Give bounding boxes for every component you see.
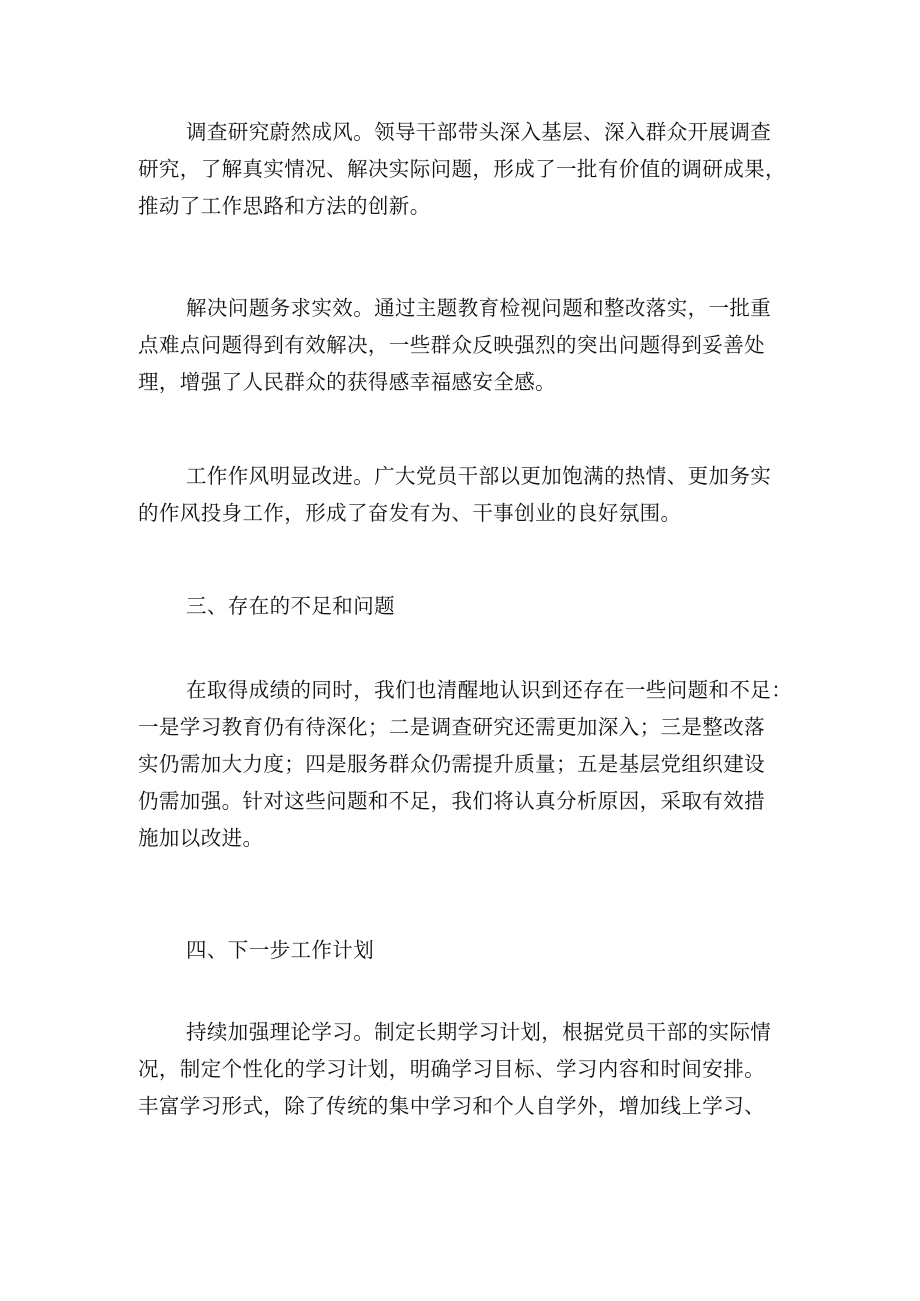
paragraph-line: 解决问题务求实效。通过主题教育检视问题和整改落实，一批重 (186, 296, 772, 320)
paragraph-work-style (138, 458, 798, 532)
paragraph-line: 持续加强理论学习。制定长期学习计划，根据党员干部的实际情 (186, 1020, 772, 1044)
paragraph-research (138, 114, 798, 225)
paragraph-line: 的作风投身工作，形成了奋发有为、干事创业的良好氛围。 (138, 501, 682, 525)
paragraph-problem-solving (138, 290, 798, 401)
paragraph-line: 研究，了解真实情况、解决实际问题，形成了一批有价值的调研成果， (138, 157, 786, 181)
paragraph-line: 工作作风明显改进。广大党员干部以更加饱满的热情、更加务实 (186, 464, 772, 488)
paragraph-line: 丰富学习形式，除了传统的集中学习和个人自学外，增加线上学习、 (138, 1094, 765, 1118)
paragraph-theory-study (138, 1014, 798, 1125)
paragraph-line: 况，制定个性化的学习计划，明确学习目标、学习内容和时间安排。 (138, 1057, 765, 1081)
paragraph-line: 点难点问题得到有效解决，一些群众反映强烈的突出问题得到妥善处 (138, 333, 765, 357)
paragraph-line: 一是学习教育仍有待深化；二是调查研究还需更加深入；三是整改落 (138, 715, 765, 739)
section-heading-shortcomings: 三、存在的不足和问题 (186, 594, 395, 618)
paragraph-line: 理，增强了人民群众的获得感幸福感安全感。 (138, 370, 556, 394)
paragraph-line: 施加以改进。 (138, 826, 264, 850)
paragraph-line: 实仍需加大力度；四是服务群众仍需提升质量；五是基层党组织建设 (138, 752, 765, 776)
paragraph-line: 仍需加强。针对这些问题和不足，我们将认真分析原因，采取有效措 (138, 789, 765, 813)
paragraph-line: 推动了工作思路和方法的创新。 (138, 194, 431, 218)
paragraph-line: 在取得成绩的同时，我们也清醒地认识到还存在一些问题和不足： (186, 678, 793, 702)
section-heading-next-steps: 四、下一步工作计划 (186, 938, 375, 962)
paragraph-shortcomings (138, 672, 798, 857)
paragraph-line: 调查研究蔚然成风。领导干部带头深入基层、深入群众开展调查 (186, 120, 772, 144)
